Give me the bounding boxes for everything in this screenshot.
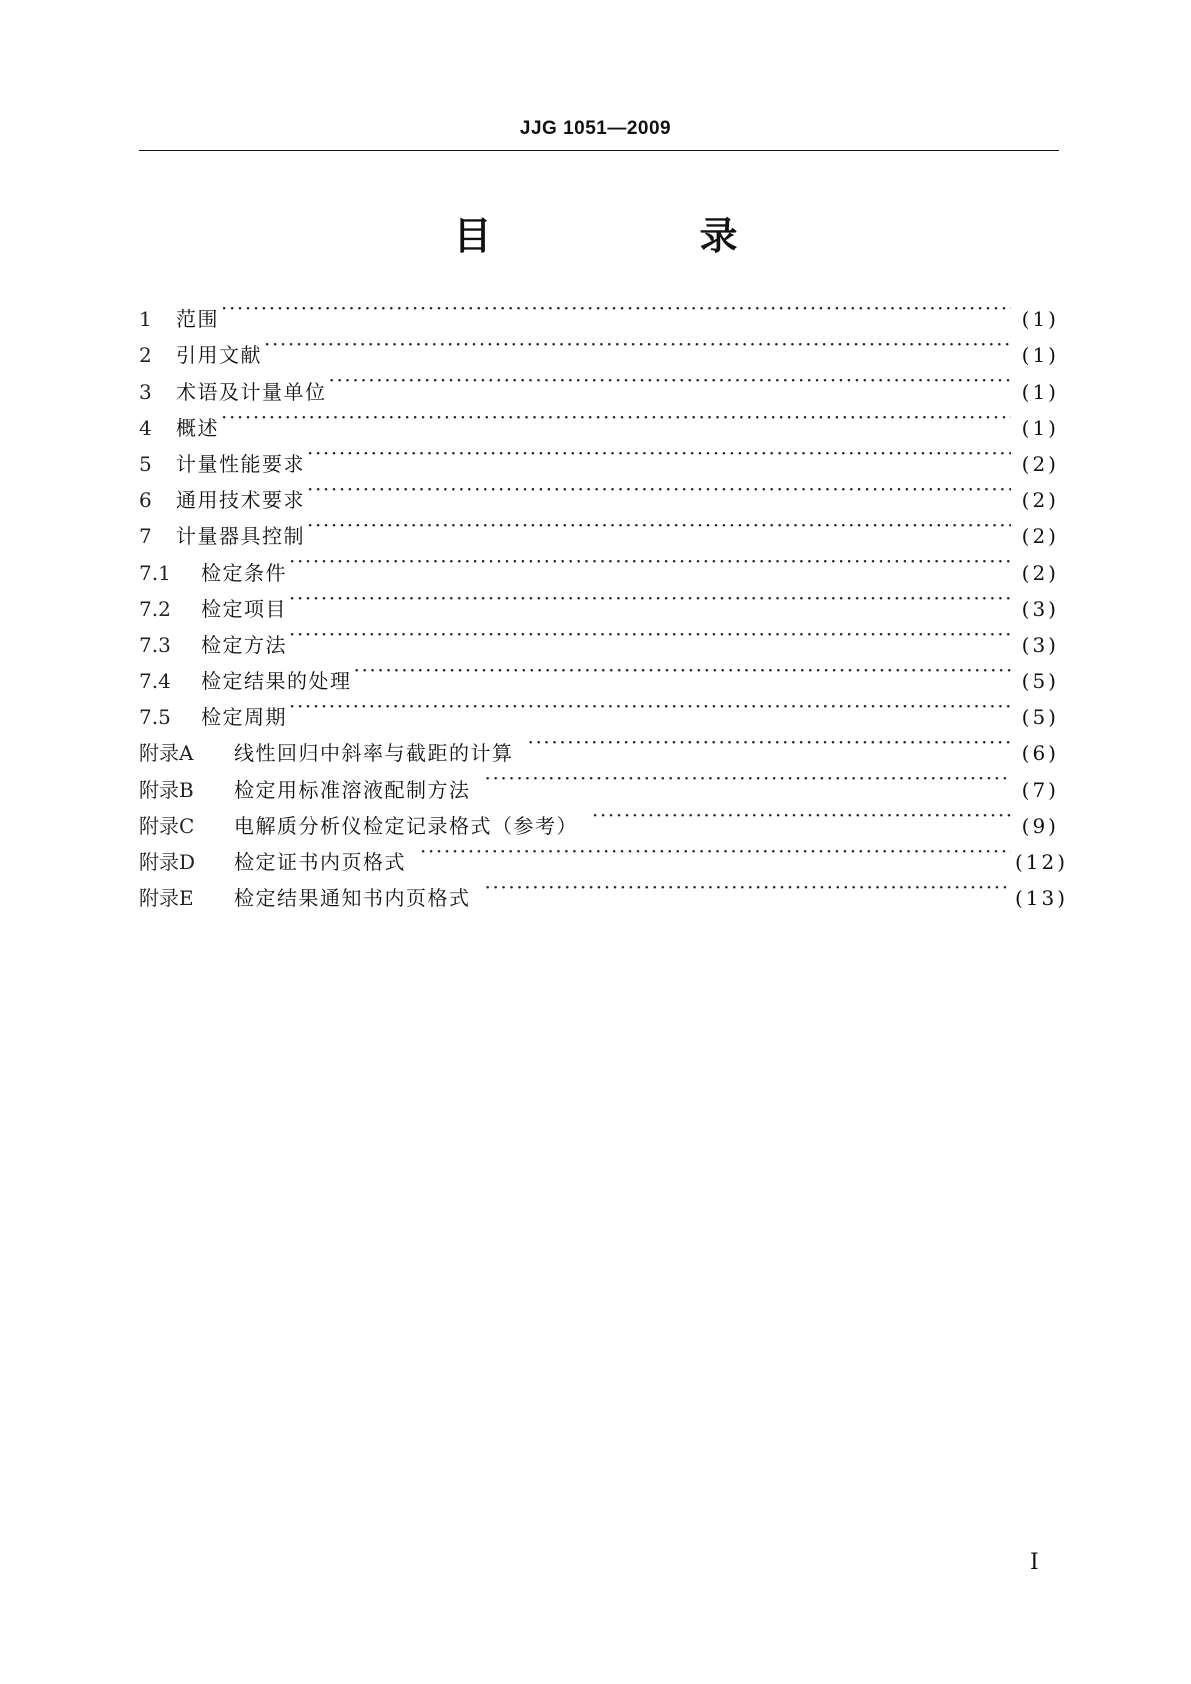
page-folio: I	[1030, 1550, 1039, 1575]
toc-entry[interactable]	[139, 326, 1059, 368]
toc-entry-label: 检定用标准溶液配制方法	[234, 777, 471, 802]
toc-entry-label: 计量器具控制	[176, 524, 305, 549]
toc-entry-label: 电解质分析仪检定记录格式（参考）	[234, 813, 578, 838]
header-rule	[139, 150, 1059, 151]
toc-entry[interactable]	[139, 435, 1059, 476]
toc-title: 目 录	[453, 214, 823, 258]
toc-dot-leader	[307, 471, 1011, 507]
toc-dot-leader	[221, 399, 1011, 435]
toc-entry-number: 1	[139, 307, 152, 332]
toc-dot-leader	[485, 869, 1012, 905]
toc-entry-label: 范围	[176, 307, 219, 332]
toc-entry-page: (1)	[1021, 343, 1059, 368]
toc-entry[interactable]	[139, 399, 1059, 440]
toc-dot-leader	[221, 290, 1011, 326]
toc-entry-label: 术语及计量单位	[176, 379, 327, 404]
toc-entry-number: 4	[139, 415, 152, 440]
toc-entry-page: (2)	[1021, 560, 1059, 585]
toc-dot-leader	[307, 435, 1011, 471]
toc-dot-leader	[264, 326, 1011, 362]
toc-entry-number: 附录A	[139, 741, 194, 766]
toc-entry-page: (5)	[1021, 669, 1059, 694]
toc-dot-leader	[289, 616, 1011, 652]
toc-entry-label: 检定周期	[201, 705, 287, 730]
toc-entry-label: 计量性能要求	[176, 451, 305, 476]
toc-entry-number: 7.1	[139, 560, 171, 585]
toc-entry-number: 7.2	[139, 596, 171, 621]
toc-entry-page: (7)	[1021, 777, 1059, 802]
toc-entry-number: 附录C	[139, 813, 195, 838]
toc-entry-label: 通用技术要求	[176, 488, 305, 513]
toc-entry-label: 检定条件	[201, 560, 287, 585]
toc-entry-number: 2	[139, 343, 152, 368]
toc-entry-page: (13)	[1015, 886, 1069, 911]
toc-dot-leader	[307, 507, 1011, 543]
toc-entry-page: (1)	[1021, 307, 1059, 332]
toc-dot-leader	[354, 652, 1012, 688]
toc-entry-number: 附录B	[139, 777, 194, 802]
toc-entry-page: (2)	[1021, 488, 1059, 513]
toc-entry-number: 附录E	[139, 886, 194, 911]
toc-entry-number: 7.5	[139, 705, 171, 730]
toc-entry-number: 7	[139, 524, 152, 549]
toc-entry-label: 检定项目	[201, 596, 287, 621]
toc-entry-number: 3	[139, 379, 152, 404]
toc-dot-leader	[528, 724, 1012, 760]
toc-entry-number: 7.4	[139, 669, 171, 694]
toc-entry-page: (5)	[1021, 705, 1059, 730]
toc-entry-page: (1)	[1021, 379, 1059, 404]
toc-entry-label: 检定方法	[201, 632, 287, 657]
toc-list	[139, 290, 1069, 911]
toc-entry-number: 6	[139, 488, 152, 513]
toc-dot-leader	[289, 580, 1011, 616]
toc-entry[interactable]	[139, 362, 1059, 404]
toc-entry-page: (12)	[1015, 850, 1069, 874]
toc-entry[interactable]	[139, 290, 1059, 332]
toc-entry-label: 检定证书内页格式	[234, 850, 406, 874]
toc-entry-page: (6)	[1021, 741, 1059, 766]
toc-entry-number: 5	[139, 451, 152, 476]
toc-entry-label: 引用文献	[176, 343, 262, 368]
toc-entry-page: (9)	[1021, 813, 1059, 838]
toc-dot-leader	[485, 760, 1012, 796]
toc-dot-leader	[420, 833, 1011, 869]
toc-dot-leader	[329, 362, 1012, 398]
toc-entry-page: (2)	[1021, 524, 1059, 549]
toc-entry-number: 7.3	[139, 632, 171, 657]
toc-entry-page: (1)	[1021, 415, 1059, 440]
toc-entry-label: 检定结果通知书内页格式	[234, 886, 471, 911]
toc-dot-leader	[592, 797, 1011, 833]
toc-dot-leader	[289, 543, 1011, 579]
toc-entry-number: 附录D	[139, 850, 196, 874]
toc-dot-leader	[289, 688, 1011, 724]
toc-entry-page: (2)	[1021, 451, 1059, 476]
toc-entry-label: 线性回归中斜率与截距的计算	[234, 741, 514, 766]
toc-entry-page: (3)	[1021, 596, 1059, 621]
toc-entry-page: (3)	[1021, 632, 1059, 657]
toc-entry-label: 检定结果的处理	[201, 669, 352, 694]
toc-entry-label: 概述	[176, 415, 219, 440]
standard-code-header: JJG 1051—2009	[519, 118, 672, 139]
